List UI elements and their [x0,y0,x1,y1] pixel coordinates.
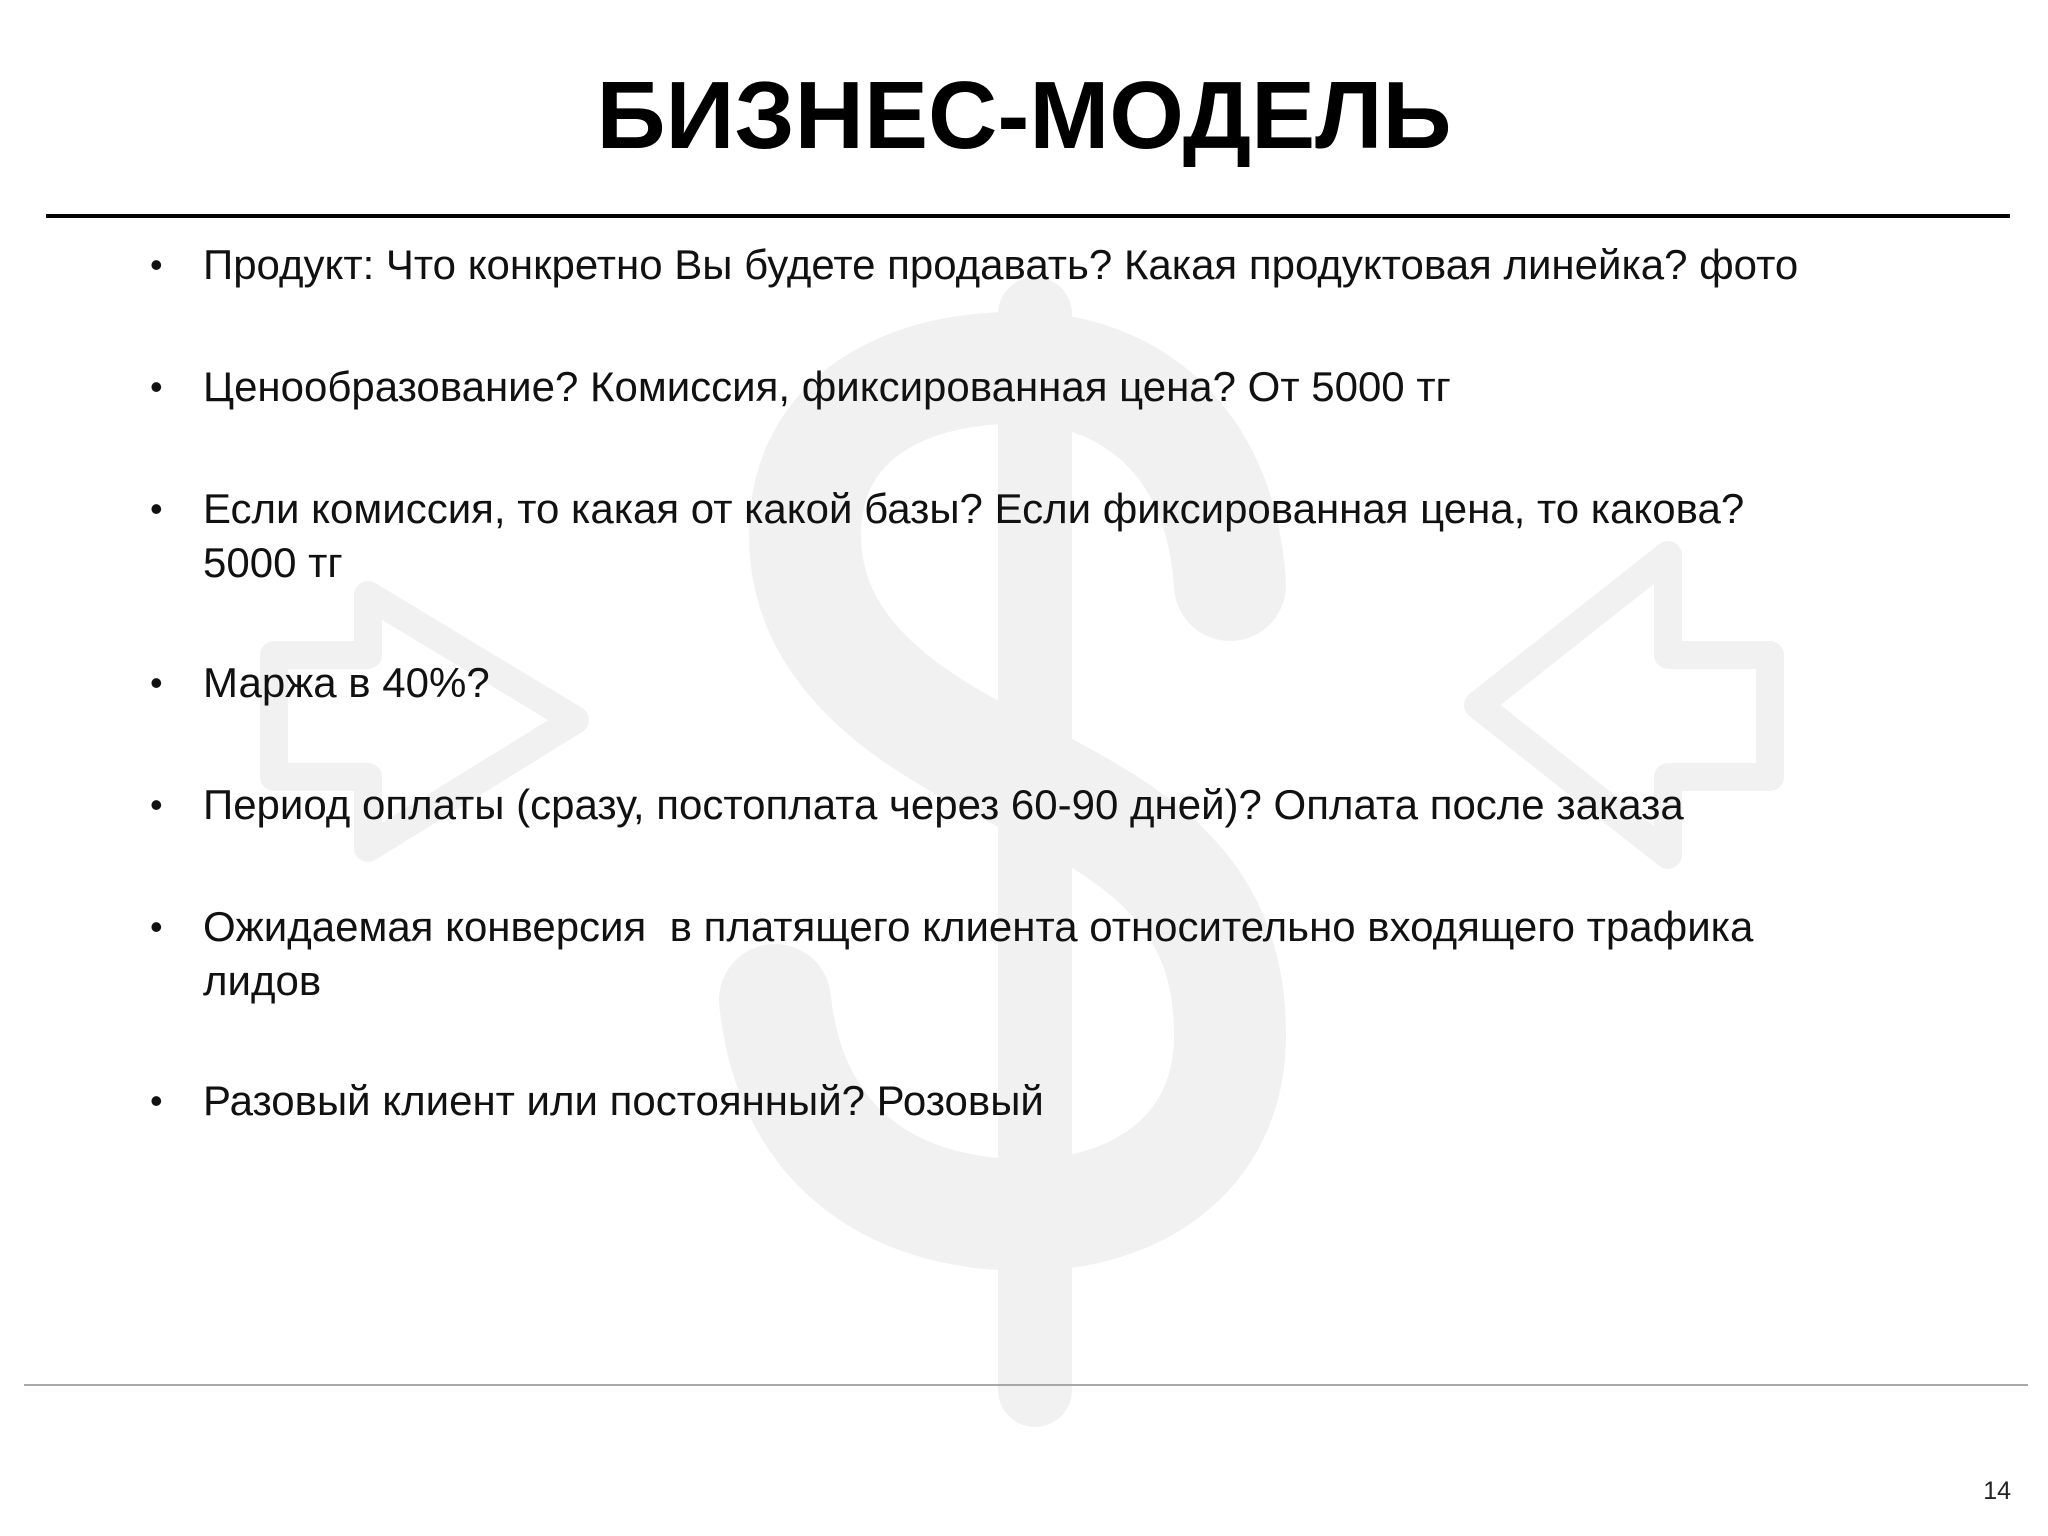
bullet-text: Маржа в 40%? [203,659,490,706]
list-item [150,900,1910,1008]
bullet-marker: • [150,244,163,285]
list-item [150,482,1910,590]
bullet-marker: • [150,662,163,703]
footer-divider [24,1384,2028,1386]
list-item [150,778,1910,832]
bullet-text: Ожидаемая конверсия в платящего клиента относительно входящего трафика лидов [203,903,1754,1004]
list-item [150,656,1910,710]
bullet-text: Ценообразование? Комиссия, фиксированная цена? От 5000 тг [203,363,1451,410]
list-item [150,360,1910,414]
page-number: 14 [1983,1477,2011,1505]
page-title: БИЗНЕС-МОДЕЛЬ [596,62,1452,169]
bullet-text: Разовый клиент или постоянный? Розовый [203,1077,1044,1124]
bullet-marker: • [150,1080,163,1121]
bullet-marker: • [150,784,163,825]
title-divider [46,214,2010,218]
list-item [150,238,1910,292]
bullet-marker: • [150,488,163,529]
bullet-marker: • [150,906,163,947]
list-item [150,1074,1910,1128]
bullet-marker: • [150,366,163,407]
bullet-text: Период оплаты (сразу, постоплата через 60-90 дней)? Оплата после заказа [203,781,1684,828]
bullet-text: Если комиссия, то какая от какой базы? Если фиксированная цена, то какова? 5000 тг [203,485,1745,586]
bullet-text: Продукт: Что конкретно Вы будете продавать? Какая продуктовая линейка? фото [203,241,1799,288]
